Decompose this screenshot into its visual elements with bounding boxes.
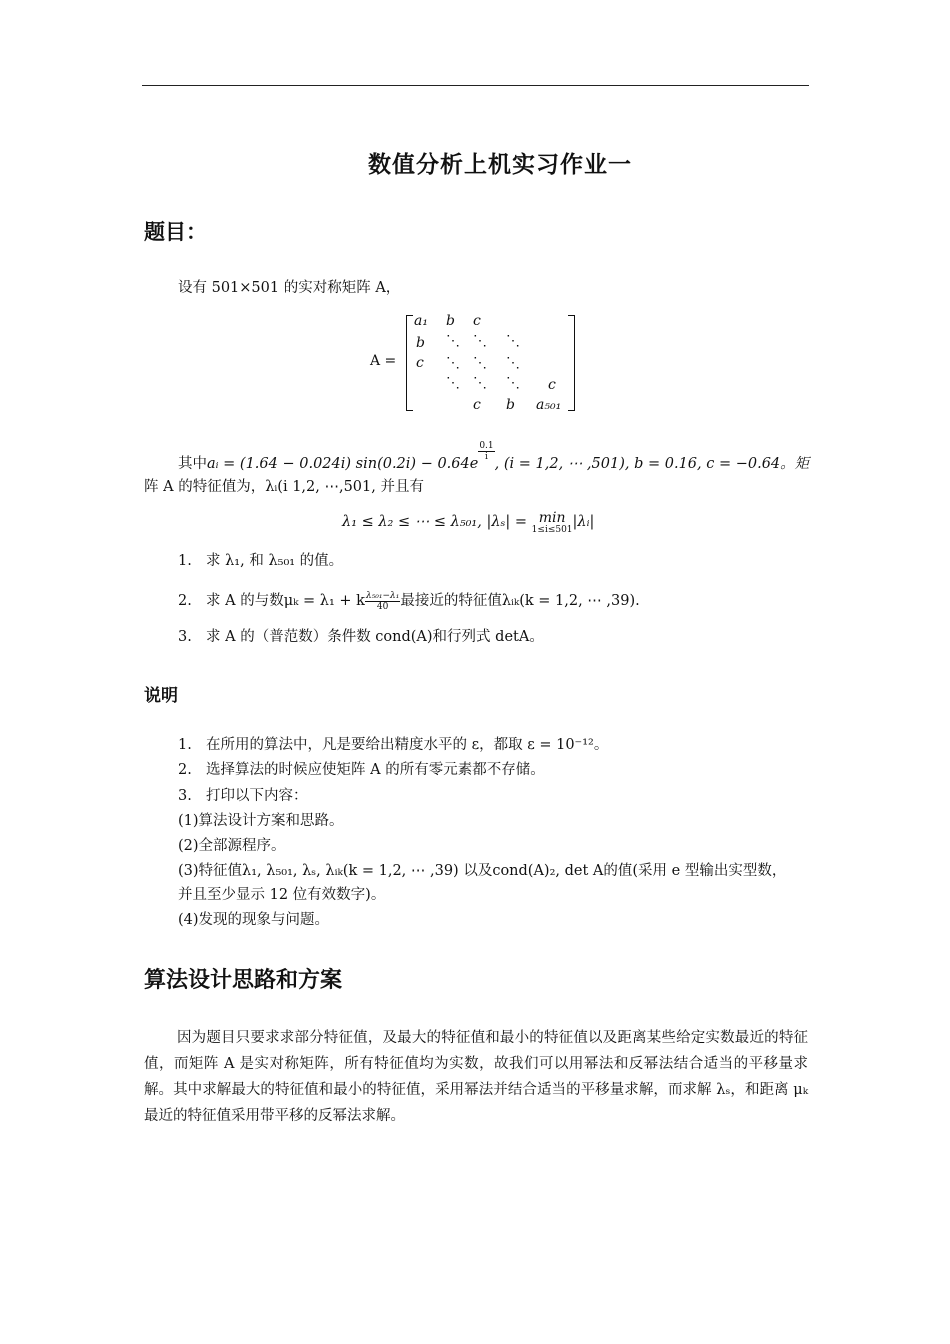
print-item: (4)发现的现象与问题。 [178,912,330,928]
fraction-numerator: λ₅₀₁−λ₁ [365,590,400,601]
note-text: 选择算法的时候应使矩阵 A 的所有零元素都不存储。 [206,762,545,778]
matrix-cell: a₅₀₁ [536,397,562,413]
matrix-dots: ⋱ [446,375,460,391]
matrix-cell: c [416,355,424,371]
note-text: 在所用的算法中，凡是要给出精度水平的 ε，都取 ε = 10⁻¹²。 [206,737,609,753]
exponent-numerator: 0.1 [479,441,494,451]
matrix-dots: ⋱ [473,333,487,349]
note-item [178,759,545,781]
task-item [178,626,544,648]
order-tail: |λᵢ| [572,514,595,530]
matrix-dots: ⋱ [473,375,487,391]
section-heading-notes: 说明 [144,686,178,706]
task-text: 最接近的特征值λᵢₖ(k = 1,2, ⋯ ,39). [400,593,640,609]
header-rule [142,85,809,86]
definition-formula: aᵢ = (1.64 − 0.024i) sin(0.2i) − 0.64e [207,456,479,472]
task-number: 2. [178,593,192,609]
task-number: 3. [178,629,192,645]
note-text: 打印以下内容： [206,788,308,804]
task-item [178,590,640,612]
task-text: 求 A 的（普范数）条件数 cond(A)和行列式 detA。 [206,629,544,645]
task-fraction [365,591,400,612]
min-operator [532,512,573,536]
matrix-left-bracket [406,315,413,411]
note-item [178,734,608,756]
definition-rest: , (i = 1,2, ⋯ ,501), b = 0.16, c = −0.64。矩 [494,456,810,472]
matrix-cell: c [473,313,481,329]
print-item: (3)特征值λ₁, λ₅₀₁, λₛ, λᵢₖ(k = 1,2, ⋯ ,39) 以及cond(A)₂, det A的值(采用 e 型输出实型数， [178,863,787,879]
exponent-denominator: i [485,452,488,462]
order-formula: λ₁ ≤ λ₂ ≤ ⋯ ≤ λ₅₀₁, |λₛ| = [342,514,532,530]
matrix-dots: ⋱ [506,375,520,391]
matrix-dots: ⋱ [506,333,520,349]
matrix-cell: c [473,397,481,413]
exponent-fraction [478,441,494,462]
matrix-label: A = [370,353,397,369]
task-number: 1. [178,553,192,569]
print-item: 并且至少显示 12 位有效数字)。 [178,887,386,903]
matrix-display [370,313,580,413]
design-paragraph: 因为题目只要求求部分特征值，及最大的特征值和最小的特征值以及距离某些给定实数最近的特征值，而矩阵 A 是实对称矩阵，所有特征值均为实数，故我们可以用幂法和反幂法结合适当的平移量求解。其中求解最大的特征值和最小的特征值，采用幂法并结合适当的平移量求解，而求解 λₛ，和距离 μₖ 最近的特征值采用带平移的反幂法求解。 [144,1030,808,1124]
note-number: 2. [178,762,192,778]
note-number: 1. [178,737,192,753]
definition-prefix: 其中 [178,456,207,472]
min-word: min [538,510,566,526]
matrix-cell: b [416,335,425,351]
matrix-dots: ⋱ [506,355,520,371]
matrix-dots: ⋱ [473,355,487,371]
definition-line [178,441,809,475]
matrix-dots: ⋱ [446,333,460,349]
fraction-denominator: 40 [376,601,389,612]
matrix-cell: c [548,377,556,393]
print-item: (1)算法设计方案和思路。 [178,813,344,829]
note-number: 3. [178,788,192,804]
matrix-cell: b [446,313,455,329]
task-text: 求 A 的与数μₖ = λ₁ + k [206,593,365,609]
section-heading-problem: 题目： [144,220,207,244]
eigen-line: 阵 A 的特征值为，λᵢ(i 1,2, ⋯,501, 并且有 [144,479,424,495]
task-text: 求 λ₁, 和 λ₅₀₁ 的值。 [206,553,344,569]
matrix-cell: a₁ [414,313,428,329]
matrix-right-bracket [568,315,575,411]
task-item [178,550,343,572]
intro-text: 设有 501×501 的实对称矩阵 A， [178,280,401,296]
min-range: 1≤i≤501 [531,525,573,535]
print-item: (2)全部源程序。 [178,838,286,854]
matrix-dots: ⋱ [446,355,460,371]
page-title: 数值分析上机实习作业一 [368,152,632,178]
matrix-cell: b [506,397,515,413]
order-line [342,511,594,536]
note-item [178,785,308,807]
section-heading-design: 算法设计思路和方案 [144,968,343,993]
